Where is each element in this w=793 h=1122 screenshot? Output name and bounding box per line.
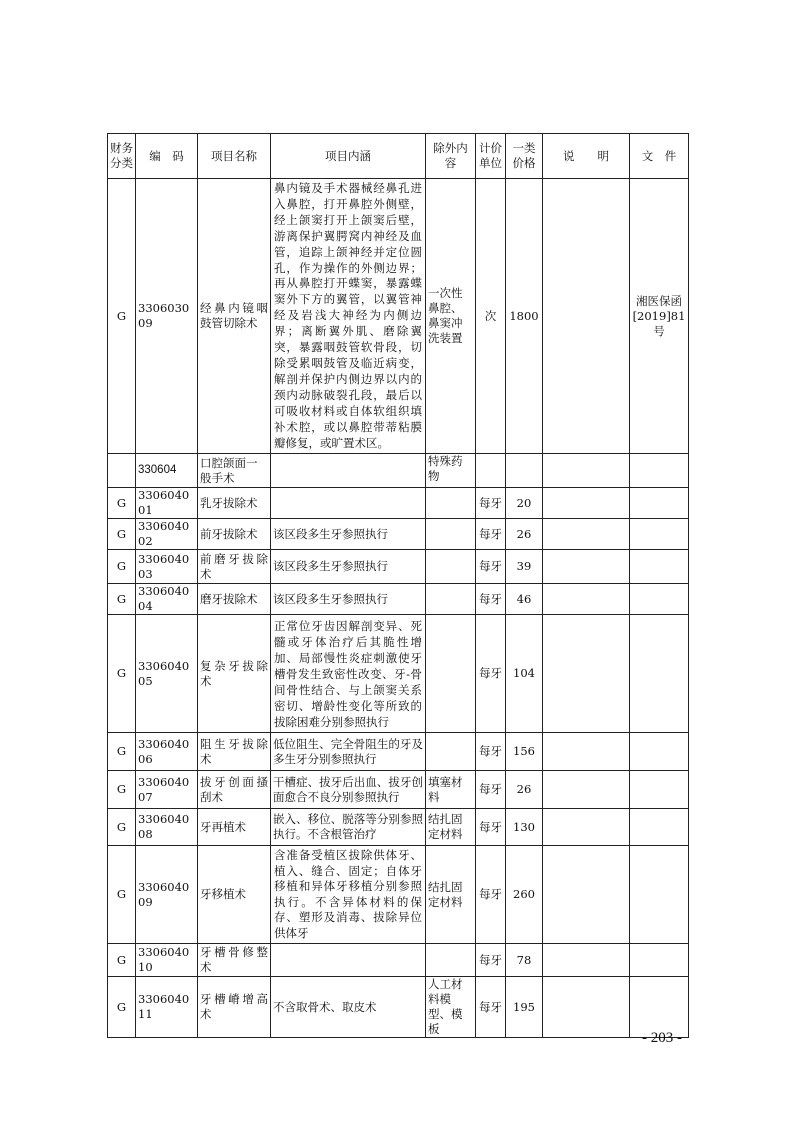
cell-note [543, 846, 630, 944]
cell-category [108, 454, 136, 488]
cell-note [543, 454, 630, 488]
cell-code: 330604 [136, 454, 198, 488]
cell-unit: 每牙 [476, 584, 506, 615]
cell-doc [630, 454, 689, 488]
table-row [108, 977, 689, 1038]
cell-unit: 每牙 [476, 550, 506, 584]
cell-price: 26 [506, 519, 543, 550]
cell-unit: 每牙 [476, 488, 506, 519]
cell-note [543, 771, 630, 809]
cell-price: 1800 [506, 179, 543, 454]
cell-content: 该区段多生牙参照执行 [271, 550, 426, 584]
cell-price: 260 [506, 846, 543, 944]
cell-code: 330604009 [136, 846, 198, 944]
cell-category: G [108, 584, 136, 615]
cell-unit: 每牙 [476, 809, 506, 846]
cell-price: 104 [506, 615, 543, 733]
cell-excluded: 一次性鼻腔、鼻窦冲洗装置 [426, 179, 476, 454]
cell-category: G [108, 519, 136, 550]
cell-note [543, 584, 630, 615]
cell-content [271, 488, 426, 519]
cell-code: 330604002 [136, 519, 198, 550]
cell-price: 130 [506, 809, 543, 846]
cell-excluded: 特殊药物 [426, 454, 476, 488]
cell-category: G [108, 944, 136, 977]
header-doc: 文 件 [630, 134, 689, 179]
cell-code: 330604007 [136, 771, 198, 809]
cell-doc [630, 550, 689, 584]
cell-category: G [108, 809, 136, 846]
cell-price: 39 [506, 550, 543, 584]
cell-content: 干槽症、拔牙后出血、拔牙创面愈合不良分别参照执行 [271, 771, 426, 809]
cell-price: 195 [506, 977, 543, 1038]
cell-category: G [108, 977, 136, 1038]
table-row [108, 550, 689, 584]
cell-doc [630, 733, 689, 771]
cell-doc [630, 944, 689, 977]
cell-price: 156 [506, 733, 543, 771]
table-row [108, 771, 689, 809]
cell-excluded: 结扎固定材料 [426, 846, 476, 944]
header-content: 项目内涵 [271, 134, 426, 179]
header-name: 项目名称 [198, 134, 271, 179]
table-row [108, 615, 689, 733]
cell-content [271, 454, 426, 488]
cell-unit: 每牙 [476, 846, 506, 944]
cell-note [543, 615, 630, 733]
cell-price: 78 [506, 944, 543, 977]
cell-code: 330603009 [136, 179, 198, 454]
cell-content: 含准备受植区拔除供体牙、植入、缝合、固定；自体牙移植和异体牙移植分别参照执行。不含异体材料的保存、塑形及消毒、拔除异位供体牙 [271, 846, 426, 944]
cell-excluded [426, 550, 476, 584]
cell-content: 该区段多生牙参照执行 [271, 519, 426, 550]
cell-content: 低位阻生、完全骨阻生的牙及多生牙分别参照执行 [271, 733, 426, 771]
header-unit: 计价单位 [476, 134, 506, 179]
cell-content: 不含取骨术、取皮术 [271, 977, 426, 1038]
cell-note [543, 550, 630, 584]
cell-code: 330604001 [136, 488, 198, 519]
cell-doc [630, 846, 689, 944]
cell-doc [630, 584, 689, 615]
cell-unit: 每牙 [476, 771, 506, 809]
cell-excluded [426, 584, 476, 615]
cell-unit: 次 [476, 179, 506, 454]
cell-code: 330604011 [136, 977, 198, 1038]
cell-name: 牙移植术 [198, 846, 271, 944]
cell-doc [630, 519, 689, 550]
cell-name: 磨牙拔除术 [198, 584, 271, 615]
cell-name: 阻生牙拔除术 [198, 733, 271, 771]
cell-excluded: 结扎固定材料 [426, 809, 476, 846]
cell-note [543, 944, 630, 977]
cell-doc [630, 809, 689, 846]
cell-category: G [108, 771, 136, 809]
cell-content: 该区段多生牙参照执行 [271, 584, 426, 615]
cell-doc [630, 977, 689, 1038]
cell-doc [630, 771, 689, 809]
cell-price: 26 [506, 771, 543, 809]
cell-category: G [108, 550, 136, 584]
cell-name: 经鼻内镜咽鼓管切除术 [198, 179, 271, 454]
table-row [108, 584, 689, 615]
cell-excluded: 人工材料模型、模板 [426, 977, 476, 1038]
cell-note [543, 733, 630, 771]
table-row [108, 944, 689, 977]
cell-unit: 每牙 [476, 615, 506, 733]
cell-doc: 湘医保函[2019]81号 [630, 179, 689, 454]
table-row [108, 733, 689, 771]
cell-content: 嵌入、移位、脱落等分别参照执行。不含根管治疗 [271, 809, 426, 846]
page-number: - 203 - [642, 1030, 682, 1046]
table-row [108, 519, 689, 550]
cell-name: 前磨牙拔除术 [198, 550, 271, 584]
cell-category: G [108, 846, 136, 944]
table-row [108, 846, 689, 944]
cell-name: 拔牙创面搔刮术 [198, 771, 271, 809]
table-row [108, 179, 689, 454]
cell-name: 乳牙拔除术 [198, 488, 271, 519]
cell-unit: 每牙 [476, 944, 506, 977]
header-price: 一类价格 [506, 134, 543, 179]
cell-note [543, 488, 630, 519]
cell-unit: 每牙 [476, 733, 506, 771]
cell-doc [630, 615, 689, 733]
cell-unit [476, 454, 506, 488]
cell-note [543, 519, 630, 550]
cell-note [543, 977, 630, 1038]
fee-schedule-table [107, 133, 689, 1038]
table-row [108, 488, 689, 519]
cell-unit: 每牙 [476, 519, 506, 550]
cell-category: G [108, 179, 136, 454]
cell-name: 牙槽嵴增高术 [198, 977, 271, 1038]
cell-excluded [426, 733, 476, 771]
cell-category: G [108, 615, 136, 733]
cell-excluded [426, 944, 476, 977]
header-note: 说 明 [543, 134, 630, 179]
cell-category: G [108, 488, 136, 519]
cell-code: 330604003 [136, 550, 198, 584]
cell-code: 330604008 [136, 809, 198, 846]
cell-note [543, 179, 630, 454]
cell-name: 口腔颌面一般手术 [198, 454, 271, 488]
cell-excluded: 填塞材料 [426, 771, 476, 809]
cell-name: 牙再植术 [198, 809, 271, 846]
cell-price [506, 454, 543, 488]
cell-doc [630, 488, 689, 519]
table-header-row [108, 134, 689, 179]
header-excluded: 除外内容 [426, 134, 476, 179]
cell-code: 330604006 [136, 733, 198, 771]
cell-excluded [426, 488, 476, 519]
cell-content: 正常位牙齿因解剖变异、死髓或牙体治疗后其脆性增加、局部慢性炎症刺激使牙槽骨发生致密性改变、牙-骨间骨性结合、与上颌窦关系密切、增龄性变化等所致的拔除困难分别参照执行 [271, 615, 426, 733]
cell-name: 牙槽骨修整术 [198, 944, 271, 977]
cell-code: 330604004 [136, 584, 198, 615]
table-row [108, 809, 689, 846]
cell-unit: 每牙 [476, 977, 506, 1038]
cell-content [271, 944, 426, 977]
cell-content: 鼻内镜及手术器械经鼻孔进入鼻腔，打开鼻腔外侧壁，经上颌窦打开上颌窦后壁，游离保护翼腭窝内神经及血管，追踪上颌神经并定位圆孔，作为操作的外侧边界；再从鼻腔打开蝶窦，暴露蝶窦外下方的翼管，以翼管神经及岩浅大神经为内侧边界；离断翼外肌、磨除翼突，暴露咽鼓管软骨段，切除受累咽鼓管及临近病变，解剖并保护内侧边界以内的颈内动脉破裂孔段，最后以可吸收材料或自体软组织填补术腔，或以鼻腔带蒂粘膜瓣修复，或旷置术区。 [271, 179, 426, 454]
cell-name: 复杂牙拔除术 [198, 615, 271, 733]
table-row [108, 454, 689, 488]
header-code: 编 码 [136, 134, 198, 179]
cell-note [543, 809, 630, 846]
cell-excluded [426, 519, 476, 550]
cell-category: G [108, 733, 136, 771]
cell-name: 前牙拔除术 [198, 519, 271, 550]
cell-price: 20 [506, 488, 543, 519]
header-category: 财务分类 [108, 134, 136, 179]
cell-code: 330604010 [136, 944, 198, 977]
cell-excluded [426, 615, 476, 733]
cell-code: 330604005 [136, 615, 198, 733]
cell-price: 46 [506, 584, 543, 615]
